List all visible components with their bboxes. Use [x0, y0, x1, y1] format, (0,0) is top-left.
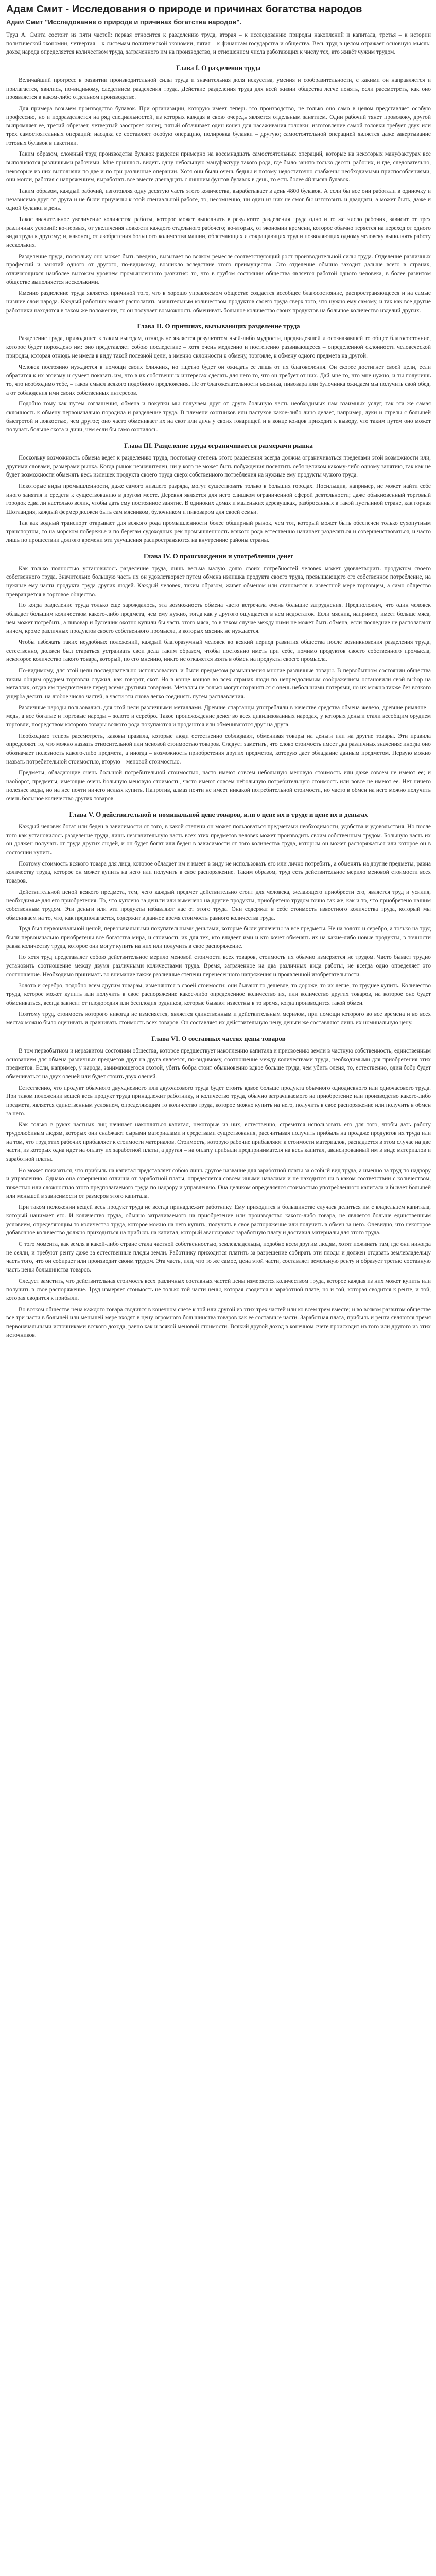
paragraph: Но когда разделение труда только еще зарождалось, эта возможность обмена часто встречала очень большие затруднения. Предположим, что один человек обладает большим количеством какого-либо предмета, чем ему нужно, тогда как у другого ощущается в нем недостаток. Если мясник, например, имеет больше мяса, чем может потребить, а пивовар и булочник охотно купили бы часть этого мяса, то в таком случае между ними не может быть обмена, если последние не располагают ничем, кроме различных продуктов своего собственного промысла, в которых мясник не нуждается.: [6, 602, 431, 635]
intro-paragraph: Труд А. Смита состоит из пяти частей: первая относится к разделению труда, вторая – к исследованию природы накоплений и капитала, третья – к истории политической экономии, четвертая – к системам политической экономии, пятая – к финансам государства и общества. Весь труд в целом отражает основную мысль: доход народа определяется количеством труда, затраченного им на производство, и отношением числа работающих к числу тех, кто живёт чужим трудом.: [6, 32, 431, 56]
paragraph: Некоторые виды промышленности, даже самого низшего разряда, могут существовать только в больших городах. Носильщик, например, не может найти себе иного занятия и средств к существованию в другом месте. Деревня является для него слишком ограниченной сферой деятельности; даже обыкновенный торговый городок едва ли настолько велик, чтобы дать ему постоянное занятие. В одиноких домах и маленьких деревушках, разбросанных в такой пустынной стране, как горная Шотландия, каждый фермер должен быть сам мясником, булочником и пивоваром для своей семьи.: [6, 483, 431, 515]
paragraph: Подобно тому как путем соглашения, обмена и покупки мы получаем друг от друга большую часть необходимых нам взаимных услуг, так эта же самая склонность к обмену первоначально породила и разделение труда. В племени охотников или пастухов какое-либо лицо делает, например, луки и стрелы с большей быстротой и ловкостью, чем другое; оно часто обменивает их на скот или дичь у своих товарищей и в конце концов приходит к выводу, что таким путем оно может получать больше скота и дичи, чем если бы само охотилось.: [6, 401, 431, 433]
paragraph: В том первобытном и неразвитом состоянии общества, которое предшествует накоплению капитала и присвоению земли в частную собственность, единственным основанием для обмена различных предметов друг на друга является, по-видимому, соотношение между количествами труда, необходимыми для приобретения этих предметов. Если, например, у народа, занимающегося охотой, убить бобра стоит обыкновенно вдвое больше труда, чем убить оленя, то, естественно, один бобр будет обмениваться на двух оленей или будет стоить двух оленей.: [6, 1047, 431, 1080]
paragraph: Как только в руках частных лиц начинает накопляться капитал, некоторые из них, естественно, стремятся использовать его для того, чтобы дать работу трудолюбивым людям, которых они снабжают сырыми материалами и средствами существования, рассчитывая получить прибыль на продаже продуктов их труда или на том, что труд этих рабочих прибавляет к стоимости материалов. Стоимость, которую рабочие прибавляют к стоимости материалов, распадается в этом случае на две части, из которых одна идет на оплату их заработной платы, а другая – на оплату прибыли предпринимателя на весь капитал, авансированный им в виде материалов и заработной платы.: [6, 1122, 431, 1162]
paragraph: Таким образом, сложный труд производства булавок разделен примерно на восемнадцать самостоятельных операций, которые на некоторых мануфактурах все выполняются различными рабочими. Мне пришлось видеть одну небольшую мануфактуру такого рода, где было занято только десять рабочих, и где, следовательно, некоторые из них выполняли по две и по три различные операции. Хотя они были очень бедны и потому недостаточно снабжены необходимыми приспособлениями, они могли, работая с напряжением, выработать все вместе двенадцать с лишним фунтов булавок в день, то есть более 48 тысяч булавок.: [6, 151, 431, 183]
paragraph: Чтобы избежать таких неудобных положений, каждый благоразумный человек во всякий период развития общества после возникновения разделения труда, естественно, должен был стараться устраивать свои дела таким образом, чтобы постоянно иметь при себе, помимо продуктов своего собственного промысла, некоторое количество такого товара, который, по его мнению, никто не откажется взять в обмен на продукты своего промысла.: [6, 639, 431, 663]
chapter: [6, 442, 431, 545]
paragraph: Величайший прогресс в развитии производительной силы труда и значительная доля искусства, умения и сообразительности, с какими он направляется и прилагается, явились, по-видимому, следствием разделения труда. Действие разделения труда для всей жизни общества легче понять, если рассмотреть, как оно проявляется в каком-либо отдельном производстве.: [6, 77, 431, 101]
paragraph: Различные народы пользовались для этой цели различными металлами. Древние спартанцы употребляли в качестве средства обмена железо, древние римляне – медь, а все богатые и торговые народы – золото и серебро. Такое происхождение денег во всех цивилизованных народах, у которых деньги стали всеобщим орудием торговли, посредством которого товары всякого рода покупаются и продаются или обмениваются друг на друга.: [6, 704, 431, 728]
chapter-title: Глава VI. О составных частях цены товаров: [151, 1034, 286, 1042]
page-title: Адам Смит - Исследования о природе и причинах богатства народов: [6, 4, 362, 15]
paragraph: Но хотя труд представляет собою действительное мерило меновой стоимости всех товаров, стоимость их обычно измеряется не трудом. Часто бывает трудно установить соотношение между двумя различными количествами труда. Время, затраченное на два различных вида работы, не всегда одно определяет это соотношение. Необходимо принимать во внимание также различные степени перенесенного напряжения и проявленной изобретательности.: [6, 954, 431, 978]
paragraph: Поскольку возможность обмена ведет к разделению труда, постольку степень этого разделения всегда должна ограничиваться пределами этой возможности или, другими словами, размерами рынка. Когда рынок незначителен, ни у кого не может быть побуждения посвятить себя целиком какому-либо одному занятию, так как не будет возможности обменять весь излишек продукта своего труда сверх собственного потребления на нужные ему продукты чужого труда.: [6, 454, 431, 479]
chapter: [6, 1035, 431, 1340]
chapter-title: Глава IV. О происхождении и употреблении денег: [143, 552, 294, 560]
paragraph: Действительной ценой всякого предмета, тем, чего каждый предмет действительно стоит для человека, желающего приобрести его, является труд и усилия, необходимые для его приобретения. То, что куплено за деньги или выменено на другие продукты, приобретено трудом точно так же, как и то, что приобретено нашим собственным трудом. Эти деньги или эти продукты избавляют нас от этого труда. Они содержат в себе стоимость известного количества труда, который мы обмениваем на то, что, как предполагается, содержит в данное время стоимость равного количества труда.: [6, 889, 431, 921]
chapter: [6, 64, 431, 315]
paragraph: Предметы, обладающие очень большой потребительной стоимостью, часто имеют совсем небольшую меновую стоимость или даже совсем не имеют ее; и наоборот, предметы, имеющие очень большую меновую стоимость, часто имеют совсем небольшую потребительную стоимость или вовсе не имеют ее. Нет ничего полезнее воды, но на нее почти ничего нельзя купить. Напротив, алмаз почти не имеет никакой потребительной стоимости, но часто в обмен на него можно получить очень большое количество других товаров.: [6, 770, 431, 802]
paragraph: Необходимо теперь рассмотреть, каковы правила, которые люди естественно соблюдают, обменивая товары на деньги или на другие товары. Эти правила определяют то, что можно назвать относительной или меновой стоимостью товаров. Следует заметить, что слово стоимость имеет два различных значения: иногда оно обозначает полезность какого-либо предмета, а иногда – возможность приобретения других предметов, которую дает обладание данным предметом. Первую можно назвать потребительной стоимостью, вторую – меновой стоимостью.: [6, 733, 431, 765]
paragraph: Такое значительное увеличение количества работы, которое может выполнить в результате разделения труда одно и то же число рабочих, зависит от трех различных условий: во-первых, от увеличения ловкости каждого отдельного рабочего; во-вторых, от экономии времени, которое обычно теряется на переход от одного вида труда к другому; и, наконец, от изобретения большого количества машин, облегчающих и сокращающих труд и позволяющих одному человеку выполнять работу нескольких.: [6, 216, 431, 249]
paragraph: Разделение труда, поскольку оно может быть введено, вызывает во всяком ремесле соответствующий рост производительной силы труда. Отделение различных профессий и занятий одного от другого, по-видимому, возникло вследствие этого преимущества. Это отделение обычно заходит дальше всего в странах, отличающихся наиболее высоким уровнем промышленного развития: то, что в грубом состоянии общества является работой одного человека, в более развитом обществе выполняется несколькими.: [6, 253, 431, 285]
chapter-title: Глава V. О действительной и номинальной цене товаров, или о цене их в труде и цене их в деньгах: [69, 810, 368, 819]
paragraph: Именно разделение труда является причиной того, что в хорошо управляемом обществе создается всеобщее благосостояние, распространяющееся и на самые низшие слои народа. Каждый работник может располагать значительным количеством продуктов своего труда сверх того, что нужно ему самому, и так как все другие работники находятся в таком же положении, то он получает возможность обменивать большое количество своих продуктов на большое количество изделий других.: [6, 290, 431, 314]
chapter-title: Глава II. О причинах, вызывающих разделение труда: [137, 322, 300, 330]
paragraph: Для примера возьмем производство булавок. При организации, которую имеет теперь это производство, не только оно само в целом представляет особую профессию, но и подразделяется на ряд специальностей, из которых каждая в свою очередь является отдельным занятием. Один рабочий тянет проволоку, другой выпрямляет ее, третий обрезает, четвертый заостряет конец, пятый обтачивает один конец для насаживания головки; изготовление самой головки требует двух или трех самостоятельных операций; насадка ее составляет особую операцию, полировка булавки – другую; самостоятельной операцией является даже завертывание готовых булавок в пакетики.: [6, 106, 431, 146]
paragraph: Следует заметить, что действительная стоимость всех различных составных частей цены измеряется количеством труда, которое каждая из них может купить или получить в свое распоряжение. Труд измеряет стоимость не только той части цены, которая сводится к заработной плате, но и той, которая сводится к ренте, и той, которая сводится к прибыли.: [6, 1278, 431, 1301]
paragraph: Поэтому стоимость всякого товара для лица, которое обладает им и имеет в виду не использовать его или лично потребить, а обменять на другие предметы, равна количеству труда, которое он может купить на него или получить в свое распоряжение. Таким образом, труд есть действительное мерило меновой стоимости всех товаров.: [6, 860, 431, 885]
paragraph: Так как водный транспорт открывает для всякого рода промышленности более обширный рынок, чем тот, который может быть обеспечен только сухопутным транспортом, то на морском побережье и по берегам судоходных рек промышленность всякого рода естественно начинает разделяться и совершенствоваться, и часто лишь по прошествии долгого времени эти улучшения распространяются на внутренние районы страны.: [6, 520, 431, 544]
paragraph: Золото и серебро, подобно всем другим товарам, изменяются в своей стоимости: они бывают то дешевле, то дороже, то их легче, то труднее купить. Количество труда, которое может купить или получить в свое распоряжение какое-либо определенное количество их, или количество других товаров, на которое оно будет обмениваться, всегда зависит от плодородия или бесплодия рудников, которые бывают известны в то время, когда производится такой обмен.: [6, 982, 431, 1006]
chapters: [6, 64, 431, 1340]
paragraph: Но может показаться, что прибыль на капитал представляет собою лишь другое название для заработной платы за особый вид труда, а именно за труд по надзору и управлению. Однако она совершенно отлична от заработной платы, определяется совсем иными началами и не находится ни в каком соответствии с количеством, тяжестью или сложностью этого предполагаемого труда по надзору и управлению. Она целиком определяется стоимостью употребленного капитала и бывает большей или меньшей в зависимости от размеров этого капитала.: [6, 1167, 431, 1199]
paragraph: Труд был первоначальной ценой, первоначальными покупательными деньгами, которые были уплачены за все предметы. Не на золото и серебро, а только на труд были первоначально приобретены все богатства мира, и стоимость их для тех, кто владеет ими и кто хочет обменять их на какие-либо новые продукты, в точности равна количеству труда, которое они могут купить на них или получить в свое распоряжение.: [6, 926, 431, 950]
paragraph: Поэтому труд, стоимость которого никогда не изменяется, является единственным и действительным мерилом, при помощи которого во все времена и во всех местах можно было оценивать и сравнивать стоимость всех товаров. Он составляет их действительную цену, деньги же составляют лишь их номинальную цену.: [6, 1011, 431, 1026]
article-subtitle: Адам Смит "Исследование о природе и причинах богатства народов".: [6, 18, 242, 26]
paragraph: Каждый человек богат или беден в зависимости от того, в какой степени он может пользоваться предметами необходимости, удобства и удовольствия. Но после того как установилось разделение труда, лишь незначительную часть всех этих предметов человек может производить своим собственным трудом. Большую часть их он должен получать от труда других людей, и он будет богат или беден в зависимости от того количества труда, которым он может распоряжаться или которое он в состоянии купить.: [6, 824, 431, 856]
chapter-title: Глава I. О разделении труда: [176, 64, 261, 72]
paragraph: С того момента, как земля в какой-либо стране стала частной собственностью, землевладельцы, подобно всем другим людям, хотят пожинать там, где они никогда не сеяли, и требуют ренту даже за естественные плоды земли. Работнику приходится платить за разрешение собирать эти плоды и должен отдавать землевладельцу часть того, что он собирает или производит своим трудом. Эта часть, или, что то же самое, цена этой части, составляет земельную ренту и образует третью составную часть цены большинства товаров.: [6, 1241, 431, 1273]
paragraph: Во всяком обществе цена каждого товара сводится в конечном счете к той или другой из этих трех частей или ко всем трем вместе; и во всяком развитом обществе все три части в большей или меньшей мере входят в цену огромного большинства товаров как ее составные части. Заработная плата, прибыль и рента являются тремя первоначальными источниками всякого дохода, равно как и всякой меновой стоимости. Всякий другой доход в конечном счете происходит из того или другого из этих источников.: [6, 1306, 431, 1338]
paragraph: Естественно, что продукт обычного двухдневного или двухчасового труда будет стоить вдвое больше продукта обычного однодневного или одночасового труда. При таком положении вещей весь продукт труда принадлежит работнику, и количество труда, обычно затрачиваемого на приобретение или производство какого-либо предмета, является единственным условием, определяющим то количество труда, которое можно купить на него, получить в свое распоряжение или получить в обмен за него.: [6, 1084, 431, 1117]
chapter-title: Глава III. Разделение труда ограничивается размерами рынка: [124, 441, 313, 449]
chapter: [6, 552, 431, 803]
chapter: [6, 810, 431, 1027]
paragraph: Как только полностью установилось разделение труда, лишь весьма малую долю своих потребностей человек может удовлетворить продуктом своего собственного труда. Значительно большую часть их он удовлетворяет путем обмена излишка продукта своего труда, превышающего его собственное потребление, на нужные ему части продукта труда других людей. Каждый человек, таким образом, живет обменом или становится в известной мере торговцем, а само общество превращается в торговое общество.: [6, 565, 431, 598]
paragraph: При таком положении вещей весь продукт труда не всегда принадлежит работнику. Ему приходится в большинстве случаев делиться им с владельцем капитала, который нанимает его. И количество труда, обычно затрачиваемого на приобретение или производство какого-либо товара, не является больше единственным условием, определяющим то количество труда, которое можно на него купить, получить в свое распоряжение или получить в обмен за него. Очевидно, что некоторое добавочное количество должно приходиться на прибыль на капитал, который авансировал заработную плату и доставил материалы для этого труда.: [6, 1204, 431, 1236]
paragraph: По-видимому, для этой цели последовательно использовались и были предметом размышления многие различные товары. В первобытном состоянии общества таким общим орудием торговли служил, как говорят, скот. Но в конце концов во всех странах люди по непреодолимым соображениям остановили свой выбор на металлах, отдав им предпочтение перед всеми другими товарами. Металлы не только могут сохраняться с очень небольшими потерями, но их можно также без всякого ущерба делить на любое число частей, а части эти снова легко соединять путем расплавления.: [6, 667, 431, 700]
paragraph: Человек постоянно нуждается в помощи своих ближних, но тщетно будет он ожидать ее лишь от их благоволения. Он скорее достигнет своей цели, если обратится к их эгоизму и сумеет показать им, что в их собственных интересах сделать для него то, что он требует от них. Дай мне то, что мне нужно, и ты получишь то, что необходимо тебе, – таков смысл всякого подобного предложения. Не от благожелательности мясника, пивовара или булочника ожидаем мы получить свой обед, а от соблюдения ими своих собственных интересов.: [6, 364, 431, 396]
paragraph: Таким образом, каждый рабочий, изготовляя одну десятую часть этого количества, вырабатывает в день 4800 булавок. А если бы все они работали в одиночку и независимо друг от друга и не были приучены к этой специальной работе, то, несомненно, ни один из них не смог бы изготовить и двадцати, а может быть, даже и одной булавки в день.: [6, 188, 431, 212]
chapter: [6, 322, 431, 434]
paragraph: Разделение труда, приводящее к таким выгодам, отнюдь не является результатом чьей-либо мудрости, предвидевшей и осознававшей то общее благосостояние, которое будет порождено им: оно представляет собою последствие – хотя очень медленно и постепенно развивающееся – определенной склонности человеческой природы, которая отнюдь не имела в виду такой полезной цели, а именно склонности к обмену, торговле, к обмену одного предмета на другой.: [6, 335, 431, 359]
